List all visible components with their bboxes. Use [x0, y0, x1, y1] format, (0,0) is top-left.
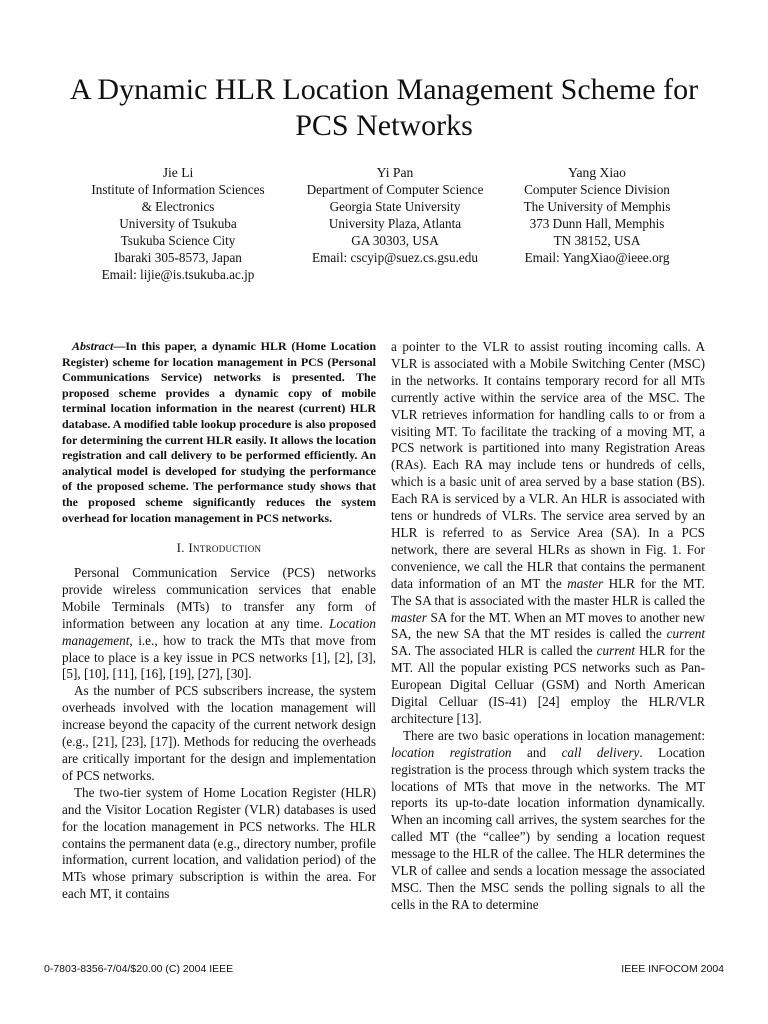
abstract-label: Abstract: [72, 339, 114, 353]
author-email: Email: cscyip@suez.cs.gsu.edu: [312, 250, 478, 265]
author-name: Jie Li: [162, 165, 194, 180]
emphasized-term: master: [567, 575, 604, 591]
emphasized-term: current: [596, 643, 636, 659]
author-yang-xiao: [494, 164, 700, 266]
body-paragraph: [391, 339, 705, 728]
affiliation-line: Ibaraki 305-8573, Japan: [114, 250, 242, 265]
author-email: Email: lijie@is.tsukuba.ac.jp: [101, 267, 255, 282]
section-heading-introduction: [62, 540, 376, 557]
affiliation-line: Tsukuba Science City: [120, 233, 236, 248]
author-name: Yang Xiao: [568, 165, 626, 180]
abstract-dash: —: [113, 339, 126, 353]
paragraph-text: The two-tier system of Home Location Register (HLR) and the Visitor Location Register (VLR) databases is used for the location management in PCS networks. The HLR contains the permanent data (e.g., directory number, profile information, current location, and validation period) of the MTs whose primary subscription is within the area. For each MT, it contains: [62, 784, 376, 902]
paragraph-text: HLR for the MT. The SA that is associated with the master HLR is called the: [391, 575, 705, 608]
left-body-text: [62, 565, 376, 903]
body-paragraph: [62, 683, 376, 784]
footer-copyright: 0-7803-8356-7/04/$20.00 (C) 2004 IEEE: [44, 963, 234, 975]
paragraph-text: HLR for the MT. All the popular existing PCS networks such as Pan-European Digital Celluar (GSM) and North American Digital Celluar (IS-41) [24] employ the HLR/VLR architecture [13].: [391, 643, 706, 726]
abstract: [62, 339, 376, 526]
emphasized-term: master: [391, 609, 427, 625]
emphasized-term: call delivery: [561, 744, 640, 760]
author-email: Email: YangXiao@ieee.org: [524, 250, 670, 265]
affiliation-line: Department of Computer Science: [306, 182, 484, 197]
author-yi-pan: [290, 164, 500, 266]
footer-venue: IEEE INFOCOM 2004: [621, 963, 724, 975]
section-title: Introduction: [188, 540, 262, 556]
affiliation-line: TN 38152, USA: [553, 233, 641, 248]
affiliation-line: University Plaza, Atlanta: [328, 216, 462, 231]
section-number: I.: [176, 540, 185, 556]
paragraph-text: Personal Communication Service (PCS) networks provide wireless communication services that enable Mobile Terminals (MTs) to transfer any form of information between any location at any time.: [62, 565, 376, 631]
paragraph-text: SA for the MT. When an MT moves to another new SA, the new SA that the MT resides is called the: [391, 609, 705, 642]
abstract-text: In this paper, a dynamic HLR (Home Location Register) scheme for location management in PCS (Personal Communications Service) networks is presented. The proposed scheme provides a dynamic copy of mobile terminal location information in the nearest (current) HLR database. A modified table lookup procedure is also proposed for determining the current HLR easily. It allows the location registration and call delivery to be performed efficiently. An analytical model is developed for studying the performance of the proposed scheme. The performance study shows that the proposed scheme significantly reduces the system overhead for location management in PCS networks.: [62, 339, 376, 525]
right-body-text: [391, 339, 705, 914]
affiliation-line: Georgia State University: [329, 199, 461, 214]
right-column: [391, 339, 705, 914]
affiliation-line: University of Tsukuba: [119, 216, 237, 231]
emphasized-term: location registration: [391, 744, 512, 760]
body-paragraph: [62, 565, 376, 683]
emphasized-term: Location management: [62, 615, 376, 648]
affiliation-line: Computer Science Division: [524, 182, 670, 197]
author-jie-li: [70, 164, 286, 283]
paragraph-text: As the number of PCS subscribers increase, the system overheads involved with the location management will increase beyond the capacity of the current network design (e.g., [21], [23], [17]). Methods for reducing the overheads are critically important for the design and implementation of PCS networks.: [62, 683, 376, 783]
paragraph-text: a pointer to the VLR to assist routing incoming calls. A VLR is associated with a Mobile Switching Center (MSC) in the networks. It contains temporary record for all MTs currently active within the service area of the MSC. The VLR retrieves information for handling calls to or from a visiting MT. To facilitate the tracking of a moving MT, a PCS network is partitioned into many Registration Areas (RAs). Each RA may include tens or hundreds of cells, which is a basic unit of area served by a base station (BS). Each RA is serviced by a VLR. An HLR is associated with tens or hundreds of VLRs. The service area served by an HLR is referred to as Service Area (SA). In a PCS network, there are several HLRs as shown in Fig. 1. For convenience, we call the HLR that contains the permanent data information of an MT the: [391, 339, 705, 591]
body-paragraph: [62, 785, 376, 903]
body-paragraph: [391, 728, 705, 914]
paragraph-text: . Location registration is the process through which system tracks the locations of MTs that move in the networks. The MT reports its up-to-date location information dynamically. When an incoming call arrives, the system searches for the called MT (the “callee”) by sending a location request message to the HLR of the callee. The HLR determines the VLR of callee and sends a location message the associated MSC. Then the MSC sends the polling signals to all the cells in the RA to determine: [391, 744, 705, 912]
paragraph-text: , i.e., how to track the MTs that move from place to place is a key issue in PCS networks [1], [2], [3], [5], [10], [11], [16], [19], [27], [30].: [62, 632, 376, 682]
left-column: [62, 339, 376, 903]
affiliation-line: 373 Dunn Hall, Memphis: [529, 216, 665, 231]
paragraph-text: and: [511, 744, 562, 760]
affiliation-line: The University of Memphis: [523, 199, 671, 214]
paragraph-text: There are two basic operations in location management:: [403, 727, 705, 743]
paragraph-text: SA. The associated HLR is called the: [391, 643, 597, 659]
affiliation-line: & Electronics: [141, 199, 215, 214]
paper-title: A Dynamic HLR Location Management Scheme for PCS Networks: [69, 73, 699, 142]
author-name: Yi Pan: [376, 165, 414, 180]
affiliation-line: Institute of Information Sciences: [91, 182, 265, 197]
emphasized-term: current: [666, 626, 705, 642]
affiliation-line: GA 30303, USA: [351, 233, 439, 248]
